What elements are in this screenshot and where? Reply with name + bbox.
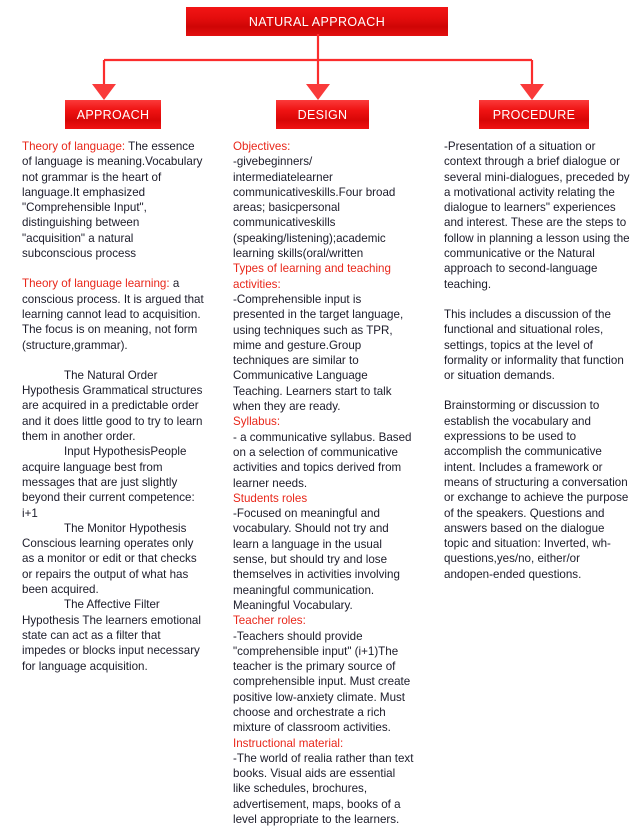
design-subheading-instructional-material: Instructional material: <box>233 736 344 750</box>
approach-block-affective-filter-hypothesis <box>22 597 204 673</box>
approach-subheading-theory-of-language: Theory of language: <box>22 140 126 153</box>
design-text-students-roles: -Focused on meaningful and vocabulary. Should not try and learn a language in the usual sense, but should try and lose themselves in activities involving meaningful communication. Meaningful Vocabulary. <box>233 507 400 612</box>
procedure-spacer-1 <box>444 292 632 307</box>
design-block-teacher-roles <box>233 613 415 735</box>
design-subheading-students-roles: Students roles <box>233 491 308 505</box>
approach-subheading-theory-of-language-learning: Theory of language learning: <box>22 277 170 291</box>
design-block-objectives <box>233 139 415 261</box>
approach-spacer-2 <box>22 353 204 368</box>
arrowhead-procedure <box>520 84 544 100</box>
design-subheading-objectives: Objectives: <box>233 140 291 153</box>
design-text-activities: -Comprehensible input is presented in the target language, using techniques such as TPR, mime and gesture.Group techniques are similar to Communicative Language Teaching. Learners start to talk when they are ready. <box>233 292 404 414</box>
approach-text-affective-filter-hypothesis: The Affective Filter Hypothesis The learners emotional state can act as a filter that impedes or blocks input necessary for language acquisition. <box>22 598 201 673</box>
design-subheading-activities: Types of learning and teaching activities: <box>233 262 391 291</box>
design-block-activities <box>233 261 415 414</box>
approach-block-theory-of-language <box>22 139 204 261</box>
connector-arrows <box>0 34 640 110</box>
section-header-design: DESIGN <box>276 100 369 129</box>
design-subheading-teacher-roles: Teacher roles: <box>233 614 306 628</box>
arrowhead-design <box>306 84 330 100</box>
approach-text-natural-order-hypothesis: The Natural Order Hypothesis Grammatical structures are acquired in a predictable order and it does little good to try to learn them in another order. <box>22 368 203 444</box>
section-header-procedure: PROCEDURE <box>479 100 589 129</box>
section-header-approach: APPROACH <box>65 100 161 129</box>
design-block-syllabus <box>233 414 415 490</box>
design-block-instructional-material <box>233 736 415 827</box>
approach-text-monitor-hypothesis: The Monitor Hypothesis Conscious learning operates only as a monitor or edit or that checks or repairs the output of what has been acquired. <box>22 521 197 597</box>
design-block-students-roles <box>233 491 415 613</box>
procedure-text-discussion: This includes a discussion of the functional and situational roles, settings, topics at the level of formality or informality that function or situation demands. <box>444 307 624 383</box>
design-text-instructional-material: -The world of realia rather than text books. Visual aids are essential like schedules, brochures, advertisement, maps, books of a level appropriate to the learners. <box>233 751 414 827</box>
column-design <box>233 139 415 827</box>
column-procedure <box>444 139 632 582</box>
procedure-block-brainstorming <box>444 398 632 582</box>
procedure-text-brainstorming: Brainstorming or discussion to establish the vocabulary and expressions to be used to accomplish the communicative intent. Includes a framework or means of structuring a conversation or exchange to achieve the purpose of the speakers. Questions and answers based on the dialogue topic and situation: Inverted, wh- questions,yes/no, either/or andopen-ended questions. <box>444 399 629 581</box>
design-text-objectives: -givebeginners/ intermediatelearner communicativeskills.Four broad areas; basicpersonal communicativeskills (speaking/listening);academic learning skills(oral/written <box>233 155 396 261</box>
approach-text-theory-of-language: The essence of language is meaning.Vocabulary not grammar is the heart of language.It emphasized "Comprehensible Input", distinguishing between "acquisition" a natural subconscious process <box>22 140 203 261</box>
approach-spacer-1 <box>22 261 204 276</box>
procedure-text-presentation: -Presentation of a situation or context through a brief dialogue or several mini-dialogues, preceded by a motivational activity relating the dialogue to learners" experiences and interest. These are the steps to follow in planning a lesson using the communicative or the Natural approach to second-language teaching. <box>444 140 630 291</box>
approach-block-monitor-hypothesis <box>22 521 204 597</box>
design-text-teacher-roles: -Teachers should provide "comprehensible input" (i+1)The teacher is the primary source of comprehensible input. Must create positive low-anxiety climate. Must choose and orchestrate a rich mixture of classroom activities. <box>233 629 411 735</box>
design-text-syllabus: - a communicative syllabus. Based on a selection of communicative activities and topics derived from learner needs. <box>233 430 412 490</box>
procedure-block-discussion <box>444 307 632 383</box>
approach-block-theory-of-language-learning <box>22 276 204 352</box>
approach-block-natural-order-hypothesis <box>22 368 204 444</box>
diagram-title-banner: NATURAL APPROACH <box>186 7 448 36</box>
approach-text-input-hypothesis: Input HypothesisPeople acquire language best from messages that are just slightly beyond their current competence: i+1 <box>22 445 195 520</box>
design-subheading-syllabus: Syllabus: <box>233 415 281 429</box>
column-approach <box>22 139 204 674</box>
approach-block-input-hypothesis <box>22 444 204 520</box>
procedure-spacer-2 <box>444 383 632 398</box>
procedure-block-presentation <box>444 139 632 292</box>
arrowhead-approach <box>92 84 116 100</box>
approach-text-theory-of-language-learning: a conscious process. It is argued that learning cannot lead to acquisition. The focus is on meaning, not form (structure,grammar). <box>22 277 204 352</box>
